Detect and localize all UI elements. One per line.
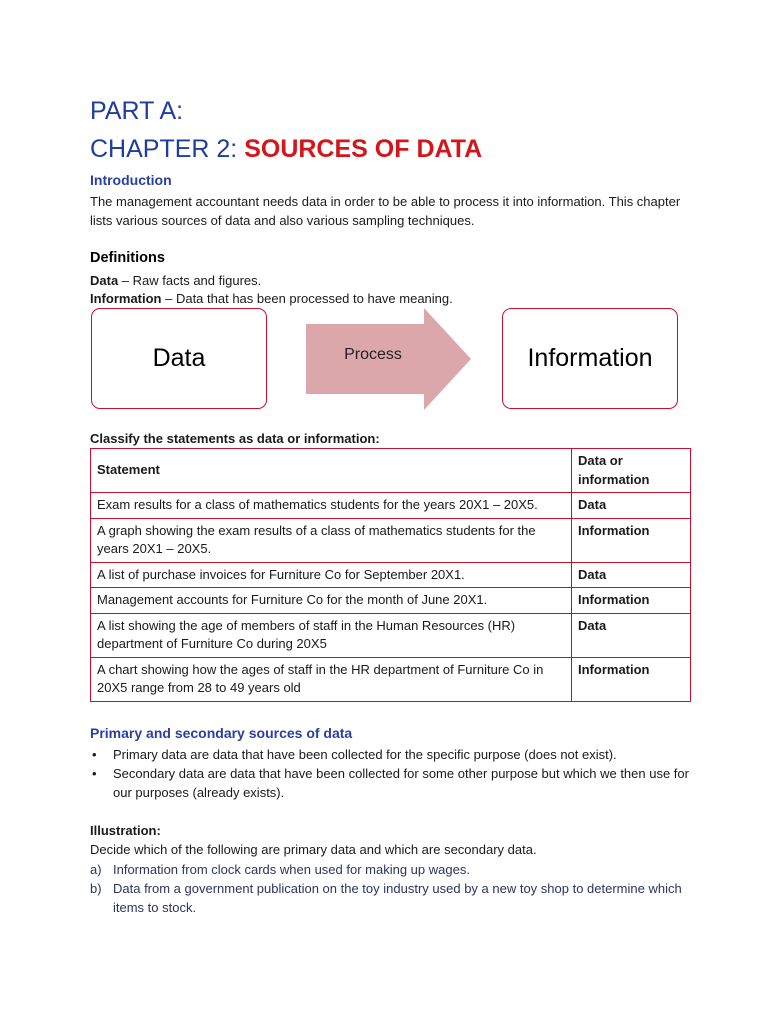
list-item (90, 879, 690, 917)
table-row (91, 562, 691, 588)
item-letter: b) (90, 881, 102, 896)
illustration-list (90, 860, 690, 917)
table-cell-statement: A graph showing the exam results of a class of mathematics students for the years 20X1 – 20X5. (91, 518, 572, 562)
bullet-text: Secondary data are data that have been collected for some other purpose but which we then use for our purposes (already exists). (113, 766, 689, 800)
table-cell-statement: Exam results for a class of mathematics students for the years 20X1 – 20X5. (91, 493, 572, 519)
table-row (91, 518, 691, 562)
table-cell-type: Data (572, 562, 691, 588)
bullet-icon: • (92, 766, 97, 781)
table-cell-type: Data (572, 493, 691, 519)
list-item (90, 764, 690, 802)
part-heading: PART A: (90, 97, 184, 125)
classify-heading: Classify the statements as data or information: (90, 431, 380, 446)
sources-bullet-list (90, 745, 690, 802)
table-row (91, 493, 691, 519)
table-cell-statement: A chart showing how the ages of staff in the HR department of Furniture Co in 20X5 range from 28 to 49 years old (91, 657, 572, 701)
chapter-prefix: CHAPTER 2: (90, 135, 245, 163)
definition-text-data: – Raw facts and figures. (118, 273, 262, 288)
illustration-text: Decide which of the following are primary data and which are secondary data. (90, 842, 537, 857)
bullet-text: Primary data are data that have been collected for the specific purpose (does not exist). (113, 747, 617, 762)
table-header-statement: Statement (91, 449, 572, 493)
item-text: Data from a government publication on the toy industry used by a new toy shop to determine which items to stock. (113, 881, 682, 915)
table-cell-type: Information (572, 518, 691, 562)
diagram-information-box: Information (502, 308, 678, 409)
table-cell-type: Data (572, 613, 691, 657)
primary-secondary-heading: Primary and secondary sources of data (90, 725, 353, 741)
table-cell-type: Information (572, 588, 691, 614)
item-letter: a) (90, 862, 102, 877)
diagram-process-label: Process (344, 346, 402, 363)
diagram-data-box: Data (91, 308, 267, 409)
definitions-heading: Definitions (90, 250, 165, 266)
item-text: Information from clock cards when used for making up wages. (113, 862, 470, 877)
table-header-row (91, 449, 691, 493)
definition-text-information: – Data that has been processed to have meaning. (161, 291, 453, 306)
table-cell-statement: A list showing the age of members of staff in the Human Resources (HR) department of Furniture Co during 20X5 (91, 613, 572, 657)
list-item (90, 745, 690, 764)
table-row (91, 613, 691, 657)
introduction-heading: Introduction (90, 172, 172, 188)
chapter-heading (90, 134, 482, 164)
definition-data (90, 272, 261, 291)
table-row (91, 657, 691, 701)
table-row (91, 588, 691, 614)
chapter-title: SOURCES OF DATA (244, 135, 483, 163)
introduction-text: The management accountant needs data in order to be able to process it into information. This chapter lists various sources of data and also various sampling techniques. (90, 194, 681, 228)
table-cell-statement: Management accounts for Furniture Co for the month of June 20X1. (91, 588, 572, 614)
list-item (90, 860, 690, 879)
definition-term-data: Data (90, 273, 119, 288)
classification-table (90, 448, 691, 702)
bullet-icon: • (92, 747, 97, 762)
data-process-diagram (90, 308, 694, 412)
definition-term-information: Information (90, 291, 162, 306)
table-header-type: Data or information (572, 449, 691, 493)
table-cell-type: Information (572, 657, 691, 701)
table-cell-statement: A list of purchase invoices for Furniture Co for September 20X1. (91, 562, 572, 588)
illustration-heading: Illustration: (90, 823, 161, 838)
definition-information (90, 290, 453, 309)
